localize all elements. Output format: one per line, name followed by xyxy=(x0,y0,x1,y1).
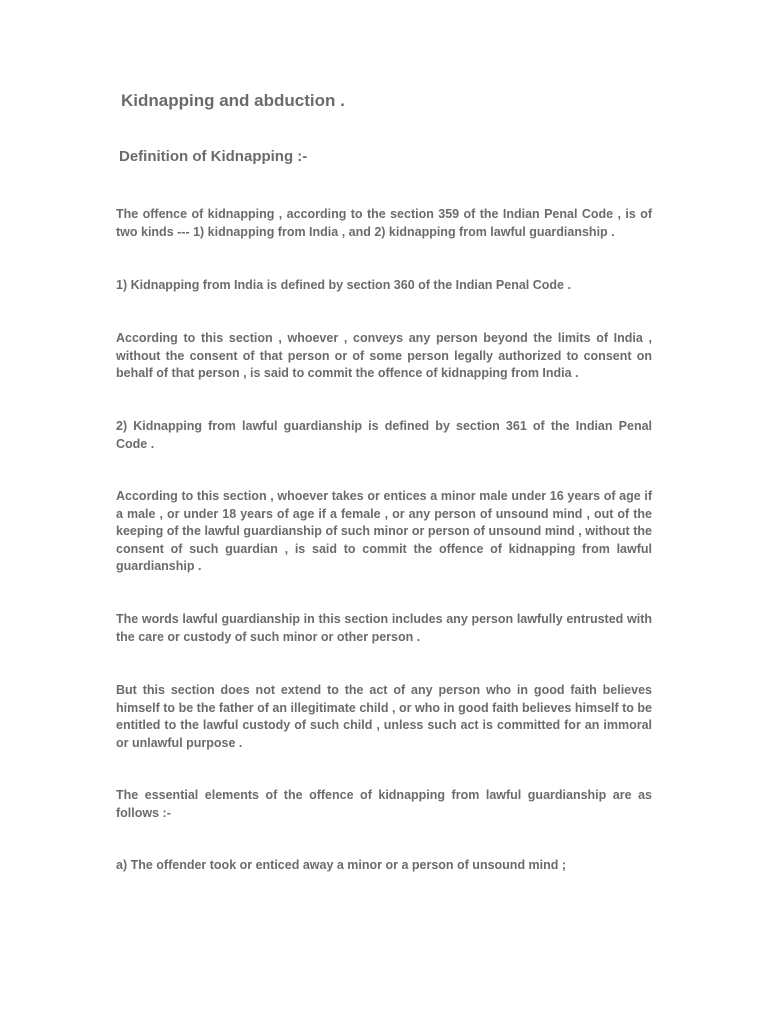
paragraph-exception: But this section does not extend to the act of any person who in good faith believes himself to be the father of an illegitimate child , or who in good faith believes himself to be entitled to the lawful custody of such child , unless such act is committed for an immoral or unlawful purpose . xyxy=(116,683,652,750)
paragraph-section-361-definition: According to this section , whoever takes or entices a minor male under 16 years of age if a male , or under 18 years of age if a female , or any person of unsound mind , out of the keeping of the lawful guardianship of such minor or person of unsound mind , without the consent of such guardian , is said to commit the offence of kidnapping from lawful guardianship . xyxy=(116,489,652,574)
section-heading: Definition of Kidnapping :- xyxy=(119,148,308,165)
paragraph-kidnapping-from-india: 1) Kidnapping from India is defined by section 360 of the Indian Penal Code . xyxy=(116,278,571,292)
paragraph-lawful-guardianship-meaning: The words lawful guardianship in this section includes any person lawfully entrusted with the care or custody of such minor or other person . xyxy=(116,612,652,644)
paragraph-section-360-definition: According to this section , whoever , conveys any person beyond the limits of India , without the consent of that person or of some person legally authorized to consent on behalf of that person , is said to commit the offence of kidnapping from India . xyxy=(116,331,652,381)
paragraph-kinds-of-kidnapping: The offence of kidnapping , according to the section 359 of the Indian Penal Code , is of two kinds --- 1) kidnapping from India , and 2) kidnapping from lawful guardianship . xyxy=(116,207,652,239)
paragraph-essential-elements: The essential elements of the offence of kidnapping from lawful guardianship are as follows :- xyxy=(116,788,652,820)
paragraph-element-a: a) The offender took or enticed away a minor or a person of unsound mind ; xyxy=(116,858,567,872)
page-title: Kidnapping and abduction . xyxy=(121,91,345,110)
paragraph-kidnapping-from-guardianship: 2) Kidnapping from lawful guardianship is defined by section 361 of the Indian Penal Code . xyxy=(116,419,652,451)
